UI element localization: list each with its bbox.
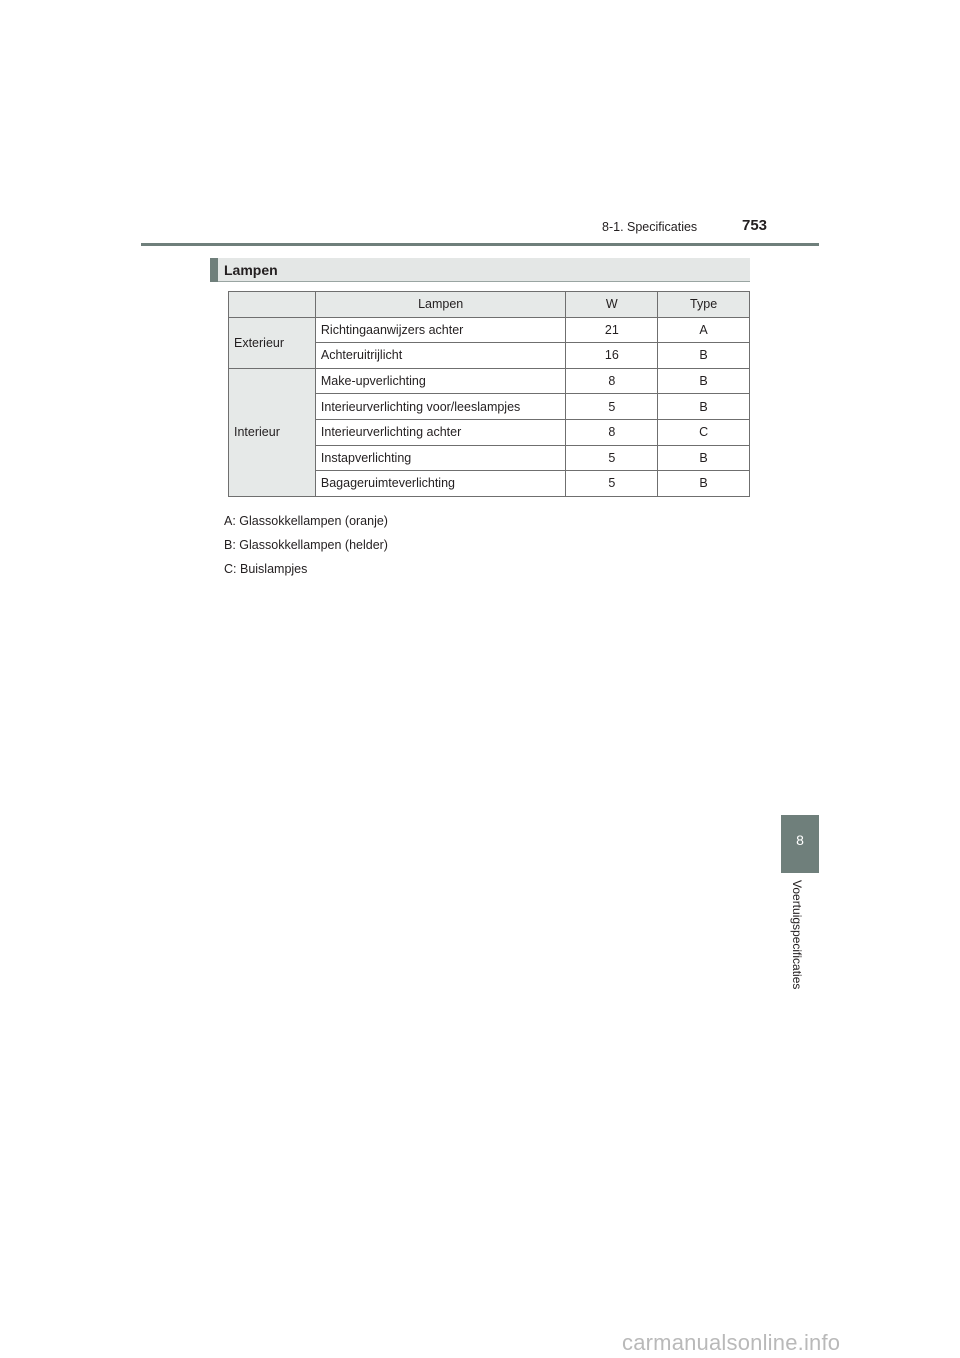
lamp-cell: Richtingaanwijzers achter: [315, 317, 566, 343]
section-underline: [218, 281, 750, 282]
watt-cell: 8: [566, 368, 658, 394]
group-cell-interieur: Interieur: [229, 368, 316, 496]
section-heading: [210, 258, 750, 282]
page-number: 753: [742, 217, 768, 234]
watt-cell: 5: [566, 471, 658, 497]
note-key: B:: [224, 538, 236, 552]
watt-cell: 5: [566, 445, 658, 471]
chapter-name: Voertuigspecificaties: [790, 880, 804, 990]
header-rule: [141, 243, 819, 246]
table-header-row: [229, 292, 750, 318]
type-cell: C: [658, 419, 750, 445]
watt-cell: 5: [566, 394, 658, 420]
footer-watermark: carmanualsonline.info: [622, 1330, 841, 1355]
note-item: [224, 562, 388, 586]
lamp-cell: Bagageruimteverlichting: [315, 471, 566, 497]
lamp-cell: Achteruitrijlicht: [315, 343, 566, 369]
watt-cell: 16: [566, 343, 658, 369]
column-header-group: [229, 292, 316, 318]
table-row: [229, 317, 750, 343]
lamp-cell: Interieurverlichting achter: [315, 419, 566, 445]
note-text: Buislampjes: [239, 562, 308, 576]
lamp-cell: Instapverlichting: [315, 445, 566, 471]
table-row: [229, 368, 750, 394]
group-cell-exterieur: Exterieur: [229, 317, 316, 368]
column-header-watt: W: [566, 292, 658, 318]
notes-list: [224, 514, 388, 586]
type-cell: B: [658, 394, 750, 420]
type-cell: B: [658, 368, 750, 394]
note-text: Glassokkellampen (helder): [239, 538, 388, 552]
note-item: [224, 514, 388, 538]
watt-cell: 21: [566, 317, 658, 343]
chapter-number: 8: [796, 832, 804, 848]
note-item: [224, 538, 388, 562]
lamp-cell: Interieurverlichting voor/leeslampjes: [315, 394, 566, 420]
note-key: A:: [224, 514, 236, 528]
lamps-table: [228, 291, 750, 497]
column-header-type: Type: [658, 292, 750, 318]
type-cell: B: [658, 343, 750, 369]
type-cell: A: [658, 317, 750, 343]
watt-cell: 8: [566, 419, 658, 445]
lamp-cell: Make-upverlichting: [315, 368, 566, 394]
note-key: C:: [224, 562, 237, 576]
chapter-tab: [781, 815, 819, 873]
column-header-lamp: Lampen: [315, 292, 566, 318]
type-cell: B: [658, 445, 750, 471]
type-cell: B: [658, 471, 750, 497]
section-title: Lampen: [224, 262, 278, 278]
note-text: Glassokkellampen (oranje): [239, 514, 388, 528]
header-section-title: 8-1. Specificaties: [602, 220, 698, 234]
section-accent: [210, 258, 218, 282]
